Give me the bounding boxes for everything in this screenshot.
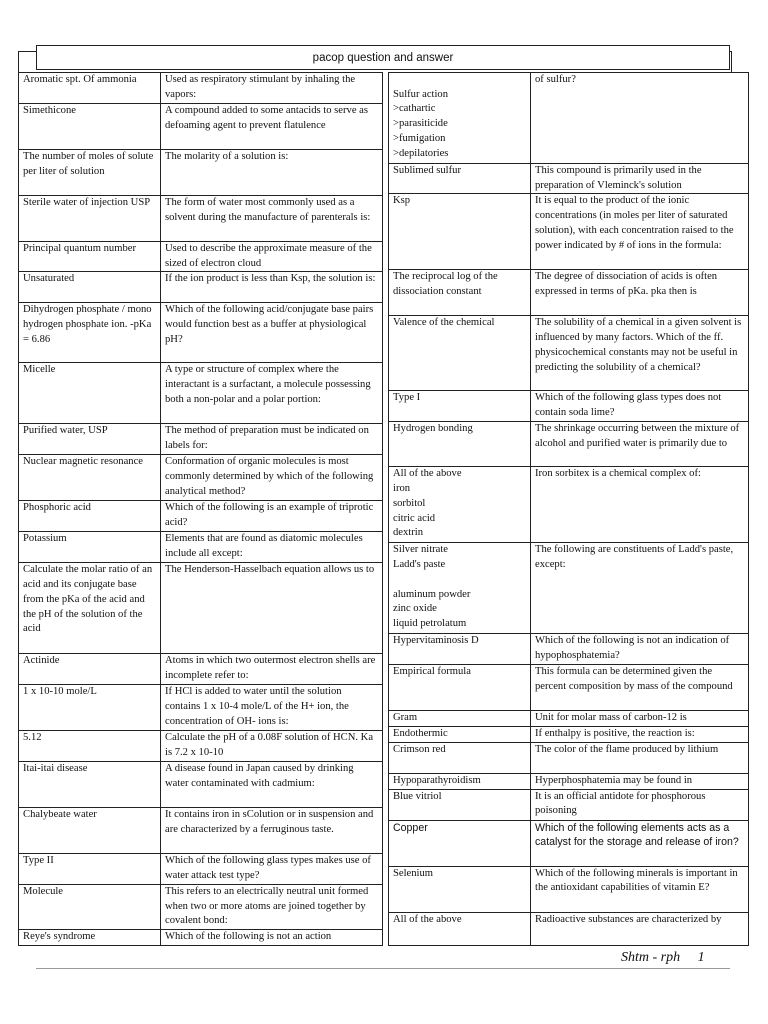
answer-cell: Principal quantum number bbox=[19, 242, 161, 272]
question-cell: Iron sorbitex is a chemical complex of: bbox=[531, 467, 749, 543]
question-cell: The form of water most commonly used as a solvent during the manufacture of parenterals is: bbox=[161, 196, 383, 242]
answer-cell: The number of moles of solute per liter of solution bbox=[19, 150, 161, 196]
answer-cell: Phosphoric acid bbox=[19, 501, 161, 532]
question-cell: A compound added to some antacids to serve as defoaming agent to prevent flatulence bbox=[161, 104, 383, 150]
answer-cell: Hypoparathyroidism bbox=[389, 773, 531, 789]
question-cell: A disease found in Japan caused by drinking water contaminated with cadmium: bbox=[161, 762, 383, 808]
answer-cell: Sterile water of injection USP bbox=[19, 196, 161, 242]
question-cell: Elements that are found as diatomic molecules include all except: bbox=[161, 532, 383, 563]
qa-row bbox=[19, 532, 383, 563]
question-cell: Radioactive substances are characterized by bbox=[531, 912, 749, 945]
question-cell: Which of the following elements acts as a catalyst for the storage and release of iron? bbox=[531, 820, 749, 866]
qa-row bbox=[19, 929, 383, 945]
question-cell: This refers to an electrically neutral unit formed when two or more atoms are joined together by covalent bond: bbox=[161, 884, 383, 929]
qa-row bbox=[19, 303, 383, 363]
question-cell: If the ion product is less than Ksp, the solution is: bbox=[161, 272, 383, 303]
answer-cell: Chalybeate water bbox=[19, 808, 161, 854]
question-cell: of sulfur? bbox=[531, 73, 749, 164]
answer-cell: Selenium bbox=[389, 866, 531, 912]
qa-row bbox=[389, 422, 749, 467]
qa-row bbox=[19, 242, 383, 272]
qa-row bbox=[389, 73, 749, 164]
question-cell: Hyperphosphatemia may be found in bbox=[531, 773, 749, 789]
answer-cell: Hypervitaminosis D bbox=[389, 634, 531, 665]
question-cell: The Henderson-Hasselbach equation allows us to bbox=[161, 563, 383, 654]
qa-row bbox=[19, 808, 383, 854]
footer-divider bbox=[36, 968, 730, 969]
title-frame-left bbox=[18, 51, 37, 73]
question-cell: Atoms in which two outermost electron shells are incomplete refer to: bbox=[161, 654, 383, 685]
answer-cell: Endothermic bbox=[389, 727, 531, 743]
question-cell: Which of the following acid/conjugate base pairs would function best as a buffer at physiological pH? bbox=[161, 303, 383, 363]
answer-cell: All of the above iron sorbitol citric acid dextrin bbox=[389, 467, 531, 543]
answer-cell: Molecule bbox=[19, 884, 161, 929]
qa-row bbox=[389, 789, 749, 820]
question-cell: A type or structure of complex where the interactant is a surfactant, a molecule possessing both a non-polar and a polar portion: bbox=[161, 363, 383, 424]
question-cell: Used to describe the approximate measure of the sized of electron cloud bbox=[161, 242, 383, 272]
answer-cell: Sublimed sulfur bbox=[389, 164, 531, 194]
page-footer: Shtm - rph 1 bbox=[621, 950, 705, 965]
question-cell: It is an official antidote for phosphorous poisoning bbox=[531, 789, 749, 820]
answer-cell: Copper bbox=[389, 820, 531, 866]
answer-cell: The reciprocal log of the dissociation constant bbox=[389, 270, 531, 316]
answer-cell: Empirical formula bbox=[389, 665, 531, 711]
qa-row bbox=[389, 194, 749, 270]
question-cell: Unit for molar mass of carbon-12 is bbox=[531, 711, 749, 727]
answer-cell: Dihydrogen phosphate / mono hydrogen phosphate ion. -pKa = 6.86 bbox=[19, 303, 161, 363]
qa-row bbox=[389, 711, 749, 727]
question-cell: Which of the following minerals is important in the antioxidant capabilities of vitamin E? bbox=[531, 866, 749, 912]
qa-row bbox=[389, 164, 749, 194]
answer-cell: Reye's syndrome bbox=[19, 929, 161, 945]
question-cell: This compound is primarily used in the preparation of Vleminck's solution bbox=[531, 164, 749, 194]
qa-row bbox=[19, 150, 383, 196]
answer-cell: Unsaturated bbox=[19, 272, 161, 303]
left-qa-table bbox=[18, 72, 383, 946]
qa-row bbox=[19, 196, 383, 242]
answer-cell: Purified water, USP bbox=[19, 424, 161, 455]
answer-cell: Aromatic spt. Of ammonia bbox=[19, 73, 161, 104]
qa-row bbox=[19, 501, 383, 532]
question-cell: Conformation of organic molecules is most commonly determined by which of the following analytical method? bbox=[161, 455, 383, 501]
answer-cell: Type II bbox=[19, 854, 161, 884]
qa-row bbox=[389, 316, 749, 391]
answer-cell: Simethicone bbox=[19, 104, 161, 150]
answer-cell: 5.12 bbox=[19, 731, 161, 762]
answer-cell: Type I bbox=[389, 391, 531, 422]
question-cell: Which of the following is not an action bbox=[161, 929, 383, 945]
answer-cell: Crimson red bbox=[389, 742, 531, 773]
question-cell: It contains iron in sColution or in suspension and are characterized by a ferruginous taste. bbox=[161, 808, 383, 854]
qa-row bbox=[389, 665, 749, 711]
page-title: pacop question and answer bbox=[36, 45, 730, 70]
question-cell: The solubility of a chemical in a given solvent is influenced by many factors. Which of the ff. physicochemical constants may not be useful in predicting the solubility of a chemical? bbox=[531, 316, 749, 391]
qa-row bbox=[19, 104, 383, 150]
answer-cell: Gram bbox=[389, 711, 531, 727]
answer-cell: Sulfur action >cathartic >parasiticide >fumigation >depilatories bbox=[389, 73, 531, 164]
qa-row bbox=[389, 866, 749, 912]
question-cell: The method of preparation must be indicated on labels for: bbox=[161, 424, 383, 455]
qa-row bbox=[389, 727, 749, 743]
qa-row bbox=[19, 455, 383, 501]
question-cell: The molarity of a solution is: bbox=[161, 150, 383, 196]
answer-cell: Actinide bbox=[19, 654, 161, 685]
question-cell: Which of the following is not an indication of hypophosphatemia? bbox=[531, 634, 749, 665]
qa-row bbox=[19, 272, 383, 303]
question-cell: Which of the following glass types does not contain soda lime? bbox=[531, 391, 749, 422]
question-cell: Used as respiratory stimulant by inhaling the vapors: bbox=[161, 73, 383, 104]
answer-cell: Blue vitriol bbox=[389, 789, 531, 820]
answer-cell: Nuclear magnetic resonance bbox=[19, 455, 161, 501]
question-cell: The color of the flame produced by lithium bbox=[531, 742, 749, 773]
question-cell: The shrinkage occurring between the mixture of alcohol and purified water is primarily due to bbox=[531, 422, 749, 467]
answer-cell: Silver nitrate Ladd's paste aluminum powder zinc oxide liquid petrolatum bbox=[389, 543, 531, 634]
answer-cell: Potassium bbox=[19, 532, 161, 563]
qa-row bbox=[19, 884, 383, 929]
qa-row bbox=[389, 773, 749, 789]
question-cell: The degree of dissociation of acids is often expressed in terms of pKa. pka then is bbox=[531, 270, 749, 316]
qa-row bbox=[19, 762, 383, 808]
qa-row bbox=[19, 654, 383, 685]
qa-row bbox=[389, 391, 749, 422]
question-cell: Which of the following glass types makes use of water attack test type? bbox=[161, 854, 383, 884]
qa-row bbox=[19, 363, 383, 424]
answer-cell: Valence of the chemical bbox=[389, 316, 531, 391]
answer-cell: Calculate the molar ratio of an acid and its conjugate base from the pKa of the acid and the pH of the solution of the acid bbox=[19, 563, 161, 654]
qa-row bbox=[19, 73, 383, 104]
question-cell: Calculate the pH of a 0.08F solution of HCN. Ka is 7.2 x 10-10 bbox=[161, 731, 383, 762]
qa-row bbox=[19, 854, 383, 884]
question-cell: Which of the following is an example of triprotic acid? bbox=[161, 501, 383, 532]
qa-row bbox=[19, 731, 383, 762]
question-cell: If HCl is added to water until the solution contains 1 x 10-4 mole/L of the H+ ion, the concentration of OH- ions is: bbox=[161, 685, 383, 731]
qa-row bbox=[389, 820, 749, 866]
qa-row bbox=[19, 563, 383, 654]
qa-row bbox=[389, 742, 749, 773]
qa-row bbox=[389, 543, 749, 634]
question-cell: The following are constituents of Ladd's paste, except: bbox=[531, 543, 749, 634]
qa-row bbox=[389, 270, 749, 316]
qa-row bbox=[19, 685, 383, 731]
answer-cell: 1 x 10-10 mole/L bbox=[19, 685, 161, 731]
right-qa-table bbox=[388, 72, 749, 946]
qa-row bbox=[389, 912, 749, 945]
qa-row bbox=[389, 467, 749, 543]
question-cell: This formula can be determined given the percent composition by mass of the compound bbox=[531, 665, 749, 711]
question-cell: It is equal to the product of the ionic concentrations (in moles per liter of saturated solution), with each concentration raised to the power indicated by # of ions in the formula: bbox=[531, 194, 749, 270]
answer-cell: Ksp bbox=[389, 194, 531, 270]
answer-cell: All of the above bbox=[389, 912, 531, 945]
answer-cell: Hydrogen bonding bbox=[389, 422, 531, 467]
answer-cell: Micelle bbox=[19, 363, 161, 424]
qa-row bbox=[19, 424, 383, 455]
qa-row bbox=[389, 634, 749, 665]
answer-cell: Itai-itai disease bbox=[19, 762, 161, 808]
question-cell: If enthalpy is positive, the reaction is: bbox=[531, 727, 749, 743]
